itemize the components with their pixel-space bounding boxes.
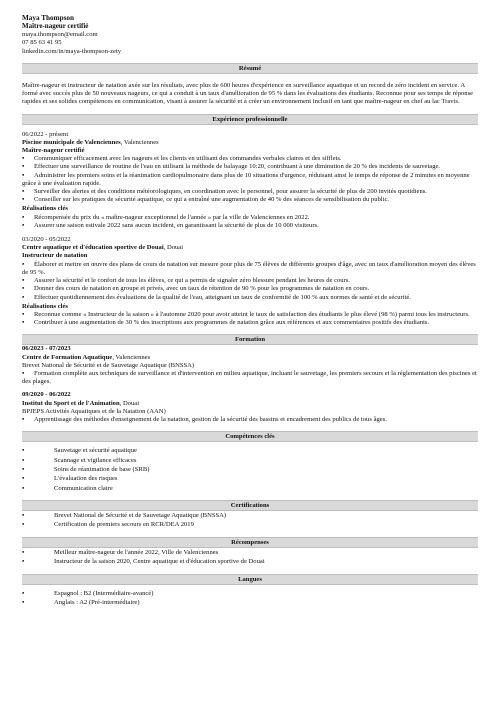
phone-number: 07 85 63 41 95: [22, 39, 62, 47]
job-bullet: • Effectuer quotidiennement des évaluations de la qualité de l'eau, atteignant un taux de conformité de 100 % aux normes de santé et de sécurité.: [22, 293, 411, 301]
achievements-label: Réalisations clés: [22, 205, 68, 213]
job-employer: Centre aquatique et d'éducation sportive de Douai: [22, 244, 164, 252]
list-item: • Scannage et vigilance efficaces: [22, 456, 137, 464]
job-bullet: • Communiquer efficacement avec les nageurs et les clients en utilisant des commandes verbales claires et des sifflets.: [22, 155, 342, 163]
list-item: • L'évaluation des risques: [22, 475, 118, 483]
job-dates: 06/2022 - présent: [22, 130, 69, 138]
education-dates: 06/2023 - 07/2023: [22, 345, 71, 353]
education-bullet: • Apprentissage des méthodes d'enseignement de la natation, gestion de la sécurité des bassins et encadrement des publics de tous âges.: [22, 415, 387, 423]
job-role: Instructeur de natation: [22, 252, 88, 260]
education-school-line: [22, 354, 478, 362]
achievements-label: Réalisations clés: [22, 302, 68, 310]
list-item: • Certification de premiers secours en RCR/DEA 2019: [22, 521, 194, 529]
job-bullet: • Élaborer et mettre en œuvre des plans de cours de natation sur mesure pour plus de 75 élèves de différents groupes d'âge, avec un taux d'amélioration moyen des élèves de 95 %.: [22, 260, 476, 276]
achievement-bullet: • Récompensée du prix du « maître-nageur exceptionnel de l'année » par la ville de Valenciennes en 2022.: [22, 213, 310, 221]
list-item: • Anglais : A2 (Pré-intermédiaire): [22, 599, 140, 607]
job-bullet: • Donner des cours de natation en groupe et privés, avec un taux de rétention de 90 % pour les programmes de natation en cours.: [22, 285, 370, 293]
job-employer-line: [22, 244, 478, 252]
section-heading-awards: Récompenses: [22, 537, 478, 548]
candidate-title: Maître-nageur certifié: [22, 22, 89, 31]
achievement-bullet: • Contribuer à une augmentation de 30 % des inscriptions aux programmes de natation grâce aux références et aux commentaires positifs des étudiants.: [22, 319, 430, 327]
job-city: , Douai: [163, 244, 184, 252]
section-heading-certifications: Certifications: [22, 500, 478, 511]
job-bullet: • Conseiller sur les pratiques de sécurité aquatique, ce qui a entraîné une augmentation de 40 % des séances de sensibilisation du public.: [22, 196, 390, 204]
contact-header: [22, 14, 478, 56]
achievement-bullet: • Assurer une saison estivale 2022 sans aucun incident, en garantissant la sécurité de plus de 10 000 visiteurs.: [22, 221, 319, 229]
candidate-name: Maya Thompson: [22, 14, 74, 22]
job-bullet: • Administrer les premiers soins et la réanimation cardiopulmonaire dans plus de 10 situations d'urgence, réduisant ainsi le temps de réponse de 2 minutes en moyenne grâce à une évaluation rapide.: [22, 171, 470, 187]
list-item: • Communication claire: [22, 484, 113, 492]
awards-list: [22, 548, 478, 567]
linkedin-link[interactable]: linkedin.com/in/maya-thompson-zety: [22, 47, 122, 55]
section-heading-experience: Expérience professionnelle: [22, 114, 478, 125]
summary-text: Maître-nageur et instructeur de natation axée sur les résultats, avec plus de 600 heures d'expérience en surveillance aquatique et un record de zéro incident en service. A formé avec succès plus de 50 nouveaux nageurs, ce qui a conduit à un taux d'amélioration de 95 % dans les évaluations des étudiants. Reconnue pour ses temps de réponse rapides et ses solides compétences en communication, visant à assurer la sécurité et à créer un environnement inclusif en tant que maître-nageur en chef au lac Travis.: [22, 82, 474, 106]
job-entry: [22, 131, 478, 230]
list-item: • Instructeur de la saison 2020, Centre aquatique et d'éducation sportive de Douai: [22, 558, 265, 566]
education-city: , Douai: [119, 399, 140, 407]
job-bullet: • Surveiller des alertes et des conditions météorologiques, en coordination avec le personnel, pour assurer la sécurité de plus de 200 invités quotidiens.: [22, 188, 427, 196]
education-degree: BPJEPS Activités Aquatiques et de la Natation (AAN): [22, 407, 166, 415]
job-dates: 03/2020 - 05/2022: [22, 236, 71, 244]
list-item: • Sauvetage et sécurité aquatique: [22, 447, 137, 455]
section-heading-education: Formation: [22, 334, 478, 345]
section-heading-summary: Résumé: [22, 63, 478, 74]
job-employer-line: [22, 139, 478, 147]
education-school: Institut du Sport et de l'Animation: [22, 399, 120, 407]
education-entry: [22, 345, 478, 386]
section-heading-languages: Langues: [22, 574, 478, 585]
education-school-line: [22, 400, 478, 408]
skills-list: [22, 446, 478, 493]
list-item: • Meilleur maître-nageur de l'année 2022, Ville de Valenciennes: [22, 548, 219, 556]
list-item: • Espagnol : B2 (Intermédiaire-avancé): [22, 589, 154, 597]
email-link[interactable]: maya.thompson@email.com: [22, 30, 98, 38]
education-city: , Valenciennes: [112, 353, 151, 361]
list-item: • Soins de réanimation de base (SRB): [22, 465, 150, 473]
job-role: Maître-nageur certifié: [22, 147, 85, 155]
job-bullet: • Assurer la sécurité et le confort de tous les élèves, ce qui a permis de signaler zéro blessure pendant les heures de cours.: [22, 277, 351, 285]
list-item: • Brevet National de Sécurité et de Sauvetage Aquatique (BNSSA): [22, 512, 227, 520]
education-school: Centre de Formation Aquatique: [22, 353, 113, 361]
languages-list: [22, 589, 478, 608]
section-heading-skills: Compétences clés: [22, 431, 478, 442]
education-dates: 09/2020 - 06/2022: [22, 391, 71, 399]
job-entry: [22, 236, 478, 327]
education-entry: [22, 391, 478, 424]
job-city: , Valenciennes: [120, 138, 159, 146]
achievement-bullet: • Reconnue comme « Instructeur de la saison » à l'automne 2020 pour avoir atteint le taux de satisfaction des étudiants le plus élevé (98 %) parmi tous les instructeurs.: [22, 310, 470, 318]
job-bullet: • Effectuer une surveillance de routine de l'eau en utilisant la méthode de balayage 10:20, contribuant à une diminution de 20 % des incidents de sauvetage.: [22, 163, 441, 171]
certifications-list: [22, 511, 478, 530]
education-degree: Brevet National de Sécurité et de Sauvetage Aquatique (BNSSA): [22, 361, 195, 369]
education-bullet: • Formation complète aux techniques de surveillance et d'intervention en milieu aquatique, incluant le sauvetage, les premiers secours et la réglementation des piscines et des plages.: [22, 369, 477, 386]
job-employer: Piscine municipale de Valenciennes: [22, 138, 121, 146]
